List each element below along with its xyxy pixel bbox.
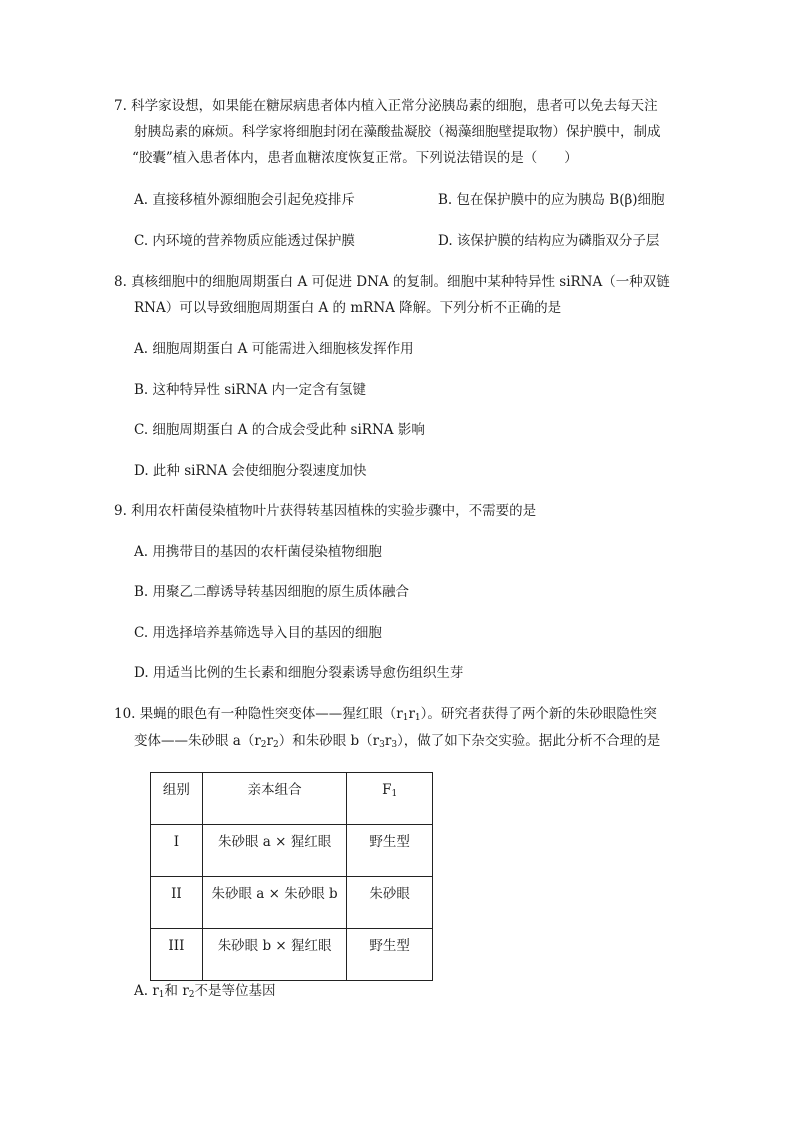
q10-stem-line2-part4: r bbox=[384, 733, 392, 749]
table-header-cell bbox=[347, 773, 433, 825]
q10-sub: 1 bbox=[158, 990, 165, 1000]
q7-option-a: A. 直接移植外源细胞会引起免疫排斥 bbox=[134, 192, 355, 208]
q10-sub: 2 bbox=[273, 740, 279, 750]
q10-stem-line2-part5: ），做了如下杂交实验。据此分析不合理的是 bbox=[397, 733, 661, 749]
table-cell: 朱砂眼 b × 猩红眼 bbox=[202, 929, 347, 981]
q8-option-c: C. 细胞周期蛋白 A 的合成会受此种 siRNA 影响 bbox=[134, 422, 425, 438]
table-cell: III bbox=[151, 929, 203, 981]
table-header-cell: 组别 bbox=[151, 773, 203, 825]
q10-sub: 1 bbox=[414, 713, 421, 723]
table-cell: 野生型 bbox=[347, 929, 433, 981]
q7-option-b: B. 包在保护膜中的应为胰岛 B(β)细胞 bbox=[438, 192, 665, 208]
q7-option-c: C. 内环境的营养物质应能透过保护膜 bbox=[134, 233, 355, 249]
q9-stem-line1: 9. 利用农杆菌侵染植物叶片获得转基因植株的实验步骤中，不需要的是 bbox=[114, 503, 537, 519]
q10-sub: 2 bbox=[260, 740, 267, 750]
q7-stem-line1: 7. 科学家设想，如果能在糖尿病患者体内植入正常分泌胰岛素的细胞，患者可以免去每天注 bbox=[114, 98, 658, 114]
q9-option-a: A. 用携带目的基因的农杆菌侵染植物细胞 bbox=[134, 544, 382, 560]
q10-option-a-part3: 不是等位基因 bbox=[194, 983, 276, 999]
cross-experiment-table bbox=[150, 772, 433, 981]
q10-stem-line1-part2: r bbox=[408, 706, 415, 722]
q8-option-a: A. 细胞周期蛋白 A 可能需进入细胞核发挥作用 bbox=[134, 341, 414, 357]
q7-option-d: D. 该保护膜的结构应为磷脂双分子层 bbox=[438, 233, 660, 249]
q8-option-d: D. 此种 siRNA 会使细胞分裂速度加快 bbox=[134, 463, 367, 479]
q10-option-a bbox=[134, 981, 276, 1005]
table-row bbox=[151, 825, 433, 877]
q7-stem-line3: “胶囊”植入患者体内，患者血糖浓度恢复正常。下列说法错误的是（ ） bbox=[132, 150, 578, 166]
q10-sub: 3 bbox=[391, 740, 398, 750]
q10-option-a-part2: 和 r bbox=[164, 983, 189, 999]
q10-stem-line2 bbox=[134, 731, 660, 755]
table-cell: 朱砂眼 a × 猩红眼 bbox=[202, 825, 347, 877]
q9-option-c: C. 用选择培养基筛选导入目的基因的细胞 bbox=[134, 625, 382, 641]
q7-stem-line2: 射胰岛素的麻烦。科学家将细胞封闭在藻酸盐凝胶（褐藻细胞壁提取物）保护膜中，制成 bbox=[134, 124, 661, 140]
q8-stem-line2: RNA）可以导致细胞周期蛋白 A 的 mRNA 降解。下列分析不正确的是 bbox=[134, 300, 562, 316]
table-cell: 野生型 bbox=[347, 825, 433, 877]
q10-sub: 1 bbox=[402, 713, 409, 723]
q10-stem-line2-part3: ）和朱砂眼 b（r bbox=[278, 733, 380, 749]
q8-stem-line1: 8. 真核细胞中的细胞周期蛋白 A 可促进 DNA 的复制。细胞中某种特异性 siRNA（一种双链 bbox=[114, 274, 670, 290]
q10-stem-line1 bbox=[114, 704, 657, 728]
table-header-row bbox=[151, 773, 433, 825]
q9-option-d: D. 用适当比例的生长素和细胞分裂素诱导愈伤组织生芽 bbox=[134, 665, 464, 681]
q10-sub: 3 bbox=[379, 740, 385, 750]
table-cell: I bbox=[151, 825, 203, 877]
q10-stem-line2-part1: 变体——朱砂眼 a（r bbox=[134, 733, 261, 749]
table-row bbox=[151, 877, 433, 929]
table-cell: 朱砂眼 bbox=[347, 877, 433, 929]
table-cell: 朱砂眼 a × 朱砂眼 b bbox=[202, 877, 347, 929]
q10-option-a-part1: A. r bbox=[134, 983, 159, 999]
q10-stem-line1-part1: 10. 果蝇的眼色有一种隐性突变体——猩红眼（r bbox=[114, 706, 403, 722]
table-header-cell: 亲本组合 bbox=[202, 773, 347, 825]
table-row bbox=[151, 929, 433, 981]
q10-sub: 2 bbox=[188, 990, 195, 1000]
q9-option-b: B. 用聚乙二醇诱导转基因细胞的原生质体融合 bbox=[134, 584, 410, 600]
q8-option-b: B. 这种特异性 siRNA 内一定含有氢键 bbox=[134, 382, 367, 398]
q10-stem-line2-part2: r bbox=[266, 733, 273, 749]
table-header-f-sub: 1 bbox=[391, 789, 398, 799]
q10-stem-line1-part3: ）。研究者获得了两个新的朱砂眼隐性突 bbox=[420, 706, 657, 722]
table-cell: II bbox=[151, 877, 203, 929]
table-header-f: F bbox=[382, 782, 392, 798]
